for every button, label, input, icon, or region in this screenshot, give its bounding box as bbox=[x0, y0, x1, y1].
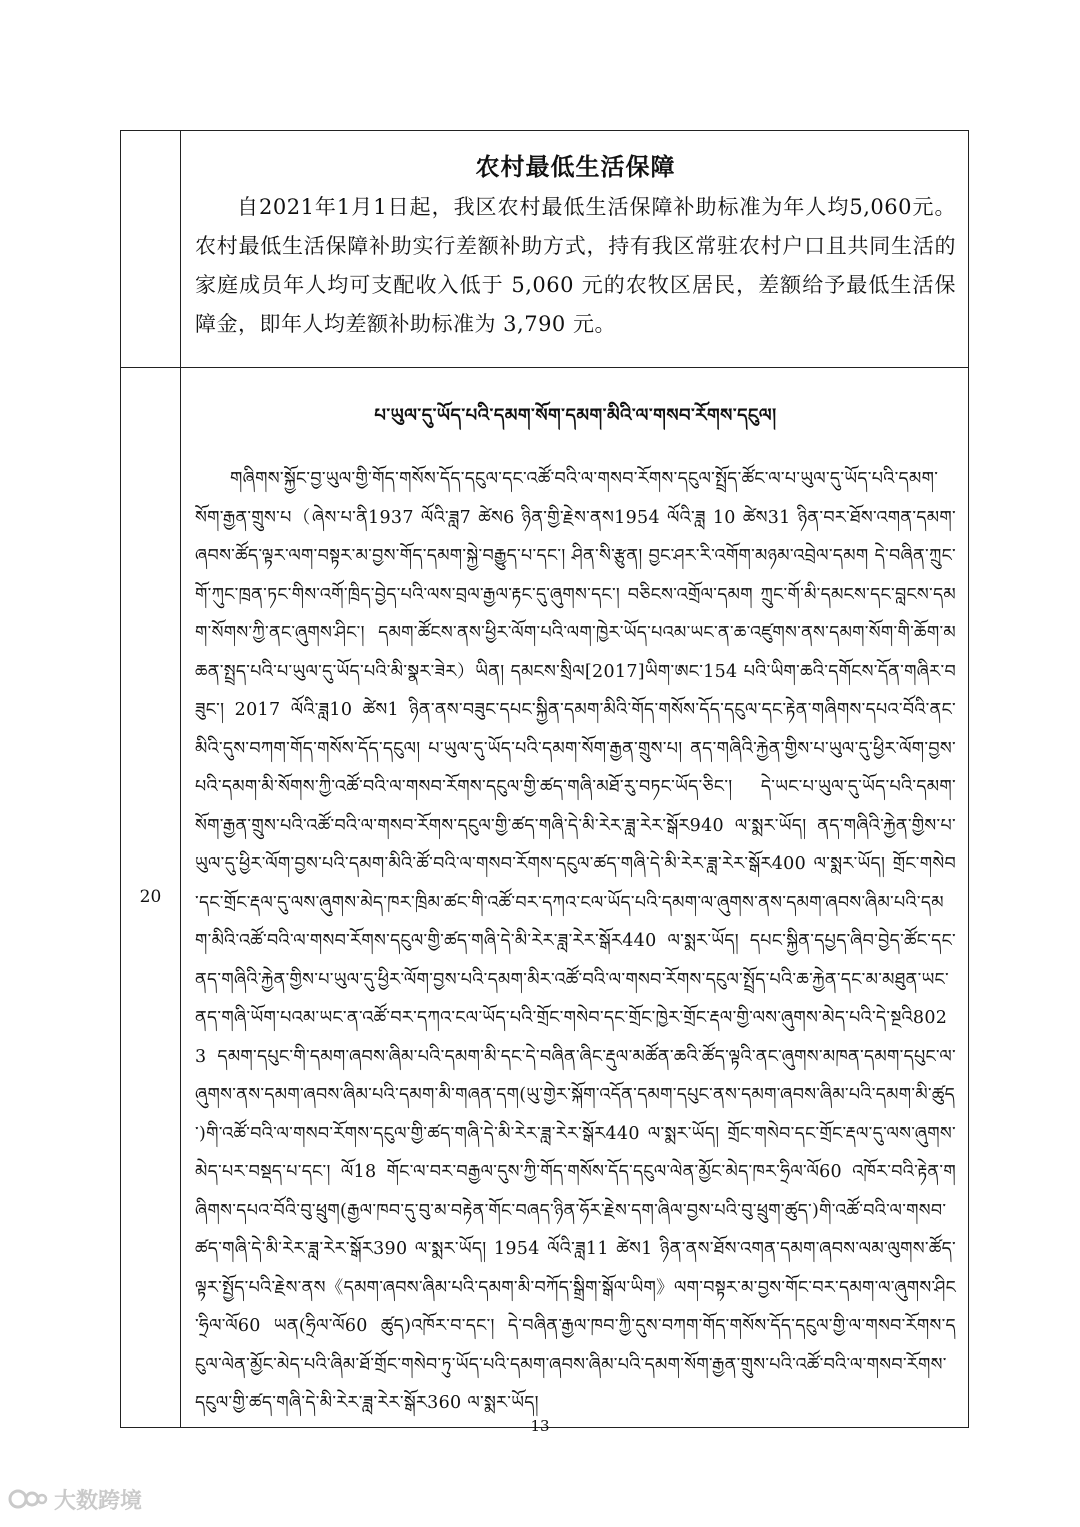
watermark bbox=[8, 1482, 142, 1516]
content-cell bbox=[181, 131, 969, 368]
page-number: 13 bbox=[530, 1417, 550, 1435]
document-table bbox=[120, 130, 969, 1428]
watermark-text: 大数跨境 bbox=[54, 1488, 143, 1514]
row-number-cell bbox=[121, 131, 181, 368]
table-row bbox=[121, 368, 969, 1428]
table-row bbox=[121, 131, 969, 368]
section-body: 自2021年1月1日起，我区农村最低生活保障补助标准为年人均5,060元。农村最低生活保障补助实行差额补助方式，持有我区常驻农村户口且共同生活的家庭成员年人均可支配收入低于 5,060 元的农牧区居民，差额给予最低生活保障金，即年人均差额补助标准为 3,790 元。 bbox=[195, 195, 956, 336]
section-title: 农村最低生活保障 bbox=[475, 153, 676, 181]
watermark-logo-icon bbox=[8, 1484, 48, 1514]
content-cell bbox=[181, 368, 969, 1428]
tibetan-section-title: པ་ཡུལ་དུ་ཡོད་པའི་དམག་སོག་དམག་མིའི་ལ་གསབ་རོགས་དངུལ། bbox=[374, 405, 777, 426]
tibetan-section-body: གཞིགས་སྐྱོང་བྱ་ཡུལ་གྱི་གོད་གསོས་དོད་དངུལ་དང་འཚོ་བའི་ལ་གསབ་རོགས་དངུལ་སྤྲོད་ཚོང་ལ་པ་ཡུལ་དུ་ཡོད་པའི་དམག་སོག་རྒྱན་གྲུས་པ（ཞེས་པ་ནི1937 ལོའི་ཟླ7 ཚེས6 ཉིན་གྱི་རྗེས་ནས1954 ལོའི་ཟླ 10 ཚེས31 ཉིན་བར་ཐོས་འགན་དམག་ཞབས་ཚོད་ལྟར་ལག་བསྟར་མ་བྱས་གོད་དམག་སྐྱེ་བརྒྱུད་པ་དང་། ཤིན་སི་རྩུན། བྱང་ཤར་རི་འགོག་མཉམ་འབྲེལ་དམག དེ་བཞིན་ཀྲུང་གོ་ཀུང་ཁྲན་ཏང་གིས་འགོ་ཁྲིད་བྱེད་པའི་ལས་བྲལ་རྒྱལ་རྟང་དུ་ཞུགས་དང་། བཅིངས་འགྲོལ་དམག ཀྲུང་གོ་མི་དམངས་དང་བླངས་དམག་སོགས་ཀྱི་ནང་ཞུགས་ཤིང་། དམག་ཚོངས་ནས་ཕྱིར་ལོག་པའི་ལག་ཁྱེར་ཡོད་པའམ་ཡང་ན་ཆ་འཛུགས་ནས་དམག་སོག་གི་ཆོག་མཆན་སྤྲད་པའི་པ་ཡུལ་དུ་ཡོད་པའི་མི་སྣར་ཟེར）ཡིན། དམངས་སྲིལ[2017]ཡིག་ཨང་154 པའི་ཡིག་ཆའི་དགོངས་དོན་གཞིར་བཟུང་། 2017 ལོའི་ཟླ10 ཚེས1 ཉིན་ནས་བཟུང་དཔང་སྐྱིན་དམག་མིའི་གོད་གསོས་དོད་དངུལ་དང་རྟེན་གཞིགས་དཔའ་བོའི་ནང་མིའི་དུས་བཀག་གོད་གསོས་དོད་དངུལ། པ་ཡུལ་དུ་ཡོད་པའི་དམག་སོག་རྒྱན་གྲུས་པ། ནད་གཞིའི་རྐྱེན་གྱིས་པ་ཡུལ་དུ་ཕྱིར་ལོག་བྱས་པའི་དམག་མི་སོགས་ཀྱི་འཚོ་བའི་ལ་གསབ་རོགས་དངུལ་གྱི་ཚད་གཞི་མཐོ་རུ་བཏང་ཡོད་ཅིང་། དེ་ཡང་པ་ཡུལ་དུ་ཡོད་པའི་དམག་སོག་རྒྱན་གྲུས་པའི་འཚོ་བའི་ལ་གསབ་རོགས་དངུལ་གྱི་ཚད་གཞི་དེ་མི་རེར་ཟླ་རེར་སྒོར940 ལ་སྨར་ཡོད། ནད་གཞིའི་རྐྱེན་གྱིས་པ་ཡུལ་དུ་ཕྱིར་ལོག་བྱས་པའི་དམག་མིའི་ཚོ་བའི་ལ་གསབ་རོགས་དངུལ་ཚད་གཞི་དེ་མི་རེར་ཟླ་རེར་སྒོར400 ལ་སྨར་ཡོད། གྲོང་གསེབ་དང་གྲོང་རྡལ་དུ་ལས་ཞུགས་མེད་ཁར་ཁྲིམ་ཚང་གི་འཚོ་བར་དཀའ་ངལ་ཡོད་པའི་དམག་ལ་ཞུགས་ནས་དམག་ཞབས་ཞིམ་པའི་དམག་མིའི་འཚོ་བའི་ལ་གསབ་རོགས་དངུལ་གྱི་ཚད་གཞི་དེ་མི་རེར་ཟླ་རེར་སྒོར440 ལ་སྨར་ཡོད། དཔང་སྐྱིན་དཔྱད་ཞིབ་བྱེད་ཚོང་དང་ནད་གཞིའི་རྐྱེན་གྱིས་པ་ཡུལ་དུ་ཕྱིར་ལོག་བྱས་པའི་དམག་མིར་འཚོ་བའི་ལ་གསབ་རོགས་དངུལ་སྤྲོད་པའི་ཆ་རྐྱེན་དང་མ་མཐུན་ཡང་ནད་གཞི་ཡོག་པའམ་ཡང་ན་འཚོ་བར་དཀའ་ངལ་ཡོད་པའི་གྲོང་གསེབ་དང་གྲོང་ཁྱེར་གྲོང་རྡལ་གྱི་ལས་ཞུགས་མེད་པའི་དེ་སྔའི8023 དམག་དཔུང་གི་དམག་ཞབས་ཞིམ་པའི་དམག་མི་དང་དེ་བཞིན་ཞིང་རྡུལ་མཚོན་ཆའི་ཚོད་ལྟའི་ནང་ཞུགས་མཁན་དམག་དཔུང་ལ་ཞུགས་ནས་དམག་ཞབས་ཞིམ་པའི་དམག་མི་གཞན་དག(ཡུ་གྱེར་སྐོག་འདོན་དམག་དཔུང་ནས་དམག་ཞབས་ཞིམ་པའི་དམག་མི་ཚུད་)གི་འཚོ་བའི་ལ་གསབ་རོགས་དངུལ་གྱི་ཚད་གཞི་དེ་མི་རེར་ཟླ་རེར་སྒོར440 ལ་སྨར་ཡོད། གྲོང་གསེབ་དང་གྲོང་རྡལ་དུ་ལས་ཞུགས་མེད་པར་བསྡད་པ་དང་། ལོ18 གོང་ལ་བར་བརྒྱལ་དུས་ཀྱི་གོད་གསོས་དོད་དངུལ་ལེན་མྱོང་མེད་ཁར་ཧྲིལ་ལོ60 འཁོར་བའི་རྟེན་གཞིགས་དཔའ་བོའི་བུ་ཕྲུག(རྒྱལ་ཁབ་དུ་བུ་མ་བརྟེན་གོང་བཞད་ཉིན་ཧོར་རྗེས་དག་ཞིལ་བྱས་པའི་བུ་ཕྲུག་ཚུད་)གི་འཚོ་བའི་ལ་གསབ་ཚད་གཞི་དེ་མི་རེར་ཟླ་རེར་སྒོར390 ལ་སྨར་ཡོད། 1954 ལོའི་ཟླ11 ཚེས1 ཉིན་ནས་ཐོས་འགན་དམག་ཞབས་ལམ་ལུགས་ཚོད་ལྟར་སྤྱོད་པའི་རྗེས་ནས《དམག་ཞབས་ཞིམ་པའི་དམག་མི་བཀོད་སྒྲིག་སྒོལ་ཡིག》ལག་བསྟར་མ་བྱས་གོང་བར་དམག་ལ་ཞུགས་ཤིང་ཧྲིལ་ལོ60 ཡན(ཧྲིལ་ལོ60 ཚུད)འཁོར་བ་དང་། དེ་བཞིན་རྒྱལ་ཁབ་ཀྱི་དུས་བཀག་གོད་གསོས་དོད་དངུལ་གྱི་ལ་གསབ་རོགས་དངུལ་ལེན་མྱོང་མེད་པའི་ཞིམ་ཐོ་གྲོང་གསེབ་ཏུ་ཡོད་པའི་དམག་ཞབས་ཞིམ་པའི་དམག་སོག་རྒྱན་གྲུས་པའི་འཚོ་བའི་ལ་གསབ་རོགས་དངུལ་གྱི་ཚད་གཞི་དེ་མི་རེར་ཟླ་རེར་སྒོར360 ལ་སྨར་ཡོད། bbox=[195, 469, 956, 1413]
row-number-cell: 20 bbox=[121, 368, 181, 1428]
